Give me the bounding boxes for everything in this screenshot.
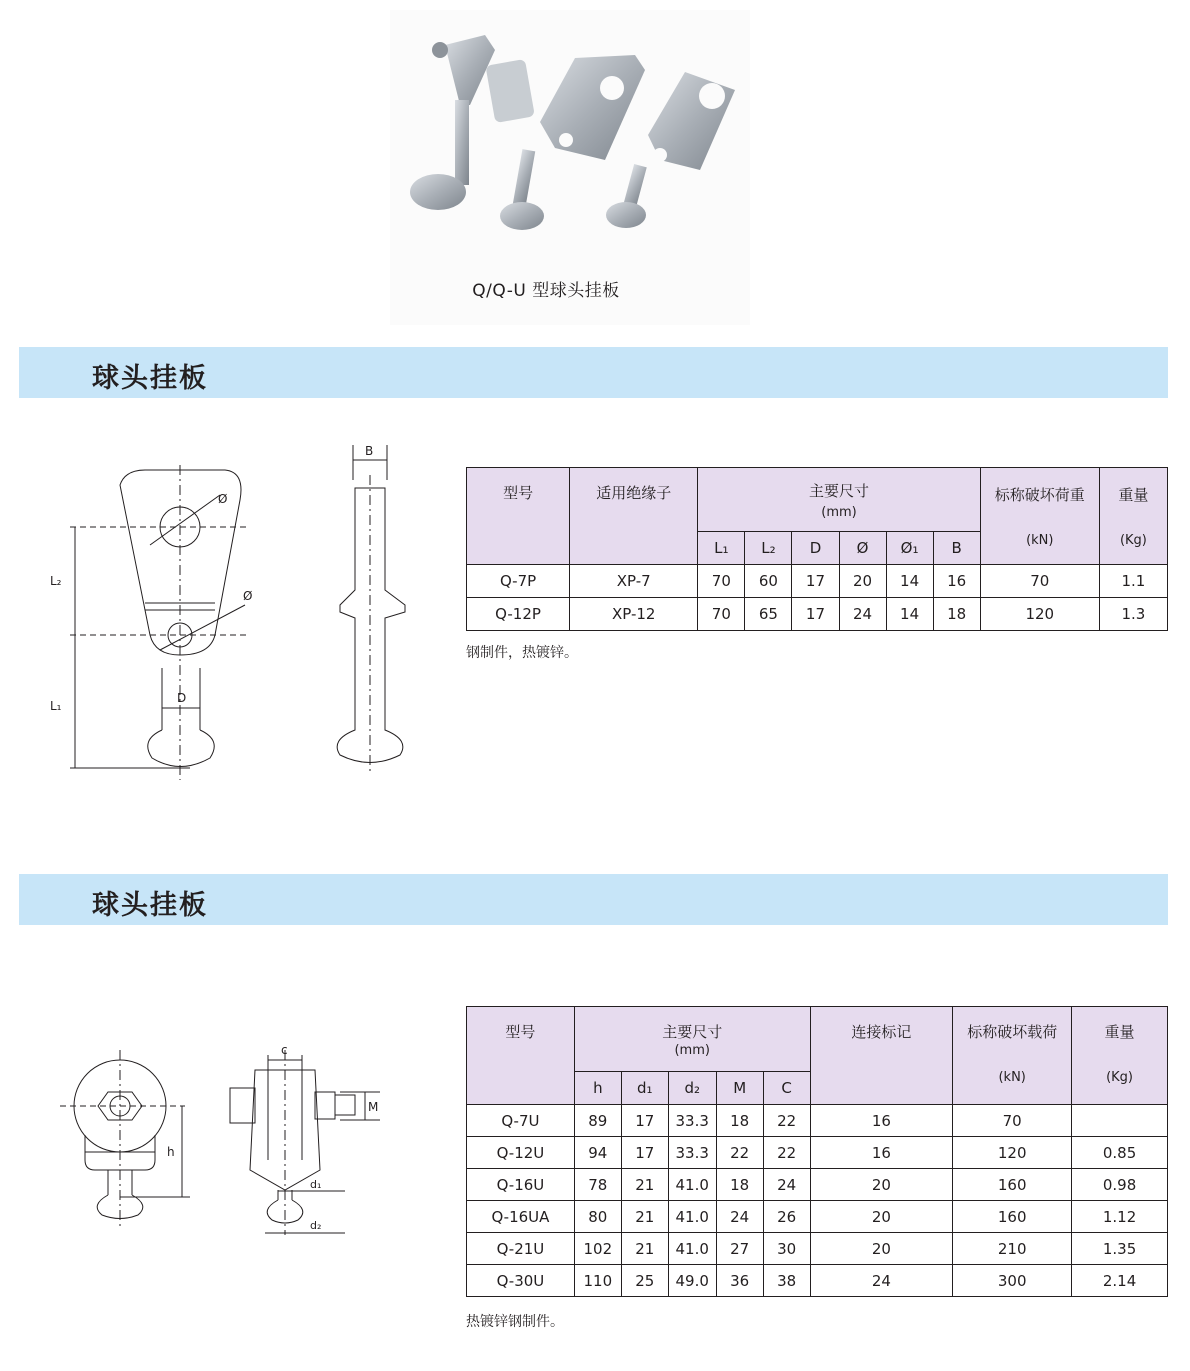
label-m: M (368, 1100, 379, 1114)
table-row (467, 1137, 1168, 1169)
table-row (467, 598, 1168, 631)
header-dimensions-unit: (mm) (821, 504, 857, 520)
cell-c: 38 (763, 1265, 810, 1297)
cell-l1: 70 (698, 565, 745, 598)
cell-model: Q-7U (467, 1105, 575, 1137)
header-diameter-1: Ø₁ (886, 532, 933, 565)
cell-b: 18 (933, 598, 980, 631)
header-load-label: 标称破坏载荷 (967, 1023, 1058, 1041)
cell-m: 18 (716, 1105, 763, 1137)
ball-eye-technical-drawing (40, 440, 420, 780)
header-load-label: 标称破坏荷重 (994, 486, 1085, 504)
header-d: D (792, 532, 839, 565)
label-h: h (167, 1145, 175, 1159)
ball-eye-u-technical-drawing (60, 1040, 400, 1240)
header-d1: d₁ (621, 1072, 668, 1105)
cell-h: 89 (574, 1105, 621, 1137)
cell-m: 18 (716, 1169, 763, 1201)
cell-model: Q-12U (467, 1137, 575, 1169)
cell-h: 110 (574, 1265, 621, 1297)
cell-load: 120 (980, 598, 1099, 631)
cell-d1: 17 (621, 1137, 668, 1169)
header-connect: 连接标记 (810, 1007, 953, 1105)
header-h: h (574, 1072, 621, 1105)
label-diameter-1: Ø (243, 589, 253, 603)
header-weight-label: 重量 (1104, 1023, 1135, 1041)
cell-diameter: 24 (839, 598, 886, 631)
label-c: c (281, 1043, 288, 1057)
cell-connect: 16 (810, 1137, 953, 1169)
cell-c: 24 (763, 1169, 810, 1201)
header-d2: d₂ (668, 1072, 716, 1105)
header-load-unit: (kN) (998, 1070, 1026, 1085)
cell-m: 22 (716, 1137, 763, 1169)
cell-weight: 1.12 (1072, 1201, 1168, 1233)
cell-weight: 0.85 (1072, 1137, 1168, 1169)
cell-connect: 24 (810, 1265, 953, 1297)
cell-d2: 41.0 (668, 1169, 716, 1201)
photo-caption: Q/Q-U 型球头挂板 (472, 281, 620, 301)
cell-weight: 2.14 (1072, 1265, 1168, 1297)
cell-d1: 17 (621, 1105, 668, 1137)
cell-model: Q-21U (467, 1233, 575, 1265)
header-l1: L₁ (698, 532, 745, 565)
cell-m: 27 (716, 1233, 763, 1265)
label-d: D (177, 691, 187, 705)
cell-b: 16 (933, 565, 980, 598)
cell-diameter: 20 (839, 565, 886, 598)
header-m: M (716, 1072, 763, 1105)
spec-table-2 (466, 1006, 1168, 1297)
cell-load: 300 (953, 1265, 1072, 1297)
cell-d1: 21 (621, 1201, 668, 1233)
cell-d2: 33.3 (668, 1137, 716, 1169)
product-photo (390, 10, 750, 325)
header-model: 型号 (467, 468, 570, 565)
cell-load: 70 (953, 1105, 1072, 1137)
cell-d: 17 (792, 598, 839, 631)
cell-c: 22 (763, 1105, 810, 1137)
header-b: B (933, 532, 980, 565)
header-dimensions (698, 468, 980, 532)
label-diameter: Ø (218, 492, 228, 506)
cell-load: 120 (953, 1137, 1072, 1169)
table-row (467, 1169, 1168, 1201)
cell-h: 80 (574, 1201, 621, 1233)
cell-model: Q-30U (467, 1265, 575, 1297)
header-weight-unit: (Kg) (1106, 1070, 1133, 1085)
table-row (467, 1105, 1168, 1137)
header-weight-unit: (Kg) (1119, 533, 1147, 548)
cell-h: 94 (574, 1137, 621, 1169)
cell-h: 78 (574, 1169, 621, 1201)
section-2-note: 热镀锌钢制件。 (466, 1314, 564, 1330)
cell-insulator: XP-12 (570, 598, 698, 631)
cell-c: 30 (763, 1233, 810, 1265)
cell-model: Q-16UA (467, 1201, 575, 1233)
cell-d2: 33.3 (668, 1105, 716, 1137)
cell-l1: 70 (698, 598, 745, 631)
header-dimensions-label: 主要尺寸 (808, 481, 869, 500)
header-load (953, 1007, 1072, 1105)
cell-load: 210 (953, 1233, 1072, 1265)
cell-connect: 20 (810, 1169, 953, 1201)
cell-insulator: XP-7 (570, 565, 698, 598)
cell-d2: 41.0 (668, 1201, 716, 1233)
cell-load: 160 (953, 1169, 1072, 1201)
header-load (980, 468, 1099, 565)
label-b: B (365, 444, 374, 458)
cell-weight: 0.98 (1072, 1169, 1168, 1201)
header-weight (1072, 1007, 1168, 1105)
cell-connect: 20 (810, 1201, 953, 1233)
header-dimensions-unit: (mm) (674, 1042, 710, 1058)
cell-load: 160 (953, 1201, 1072, 1233)
cell-diameter-1: 14 (886, 598, 933, 631)
cell-c: 26 (763, 1201, 810, 1233)
cell-load: 70 (980, 565, 1099, 598)
header-diameter: Ø (839, 532, 886, 565)
section-1-note: 钢制件，热镀锌。 (466, 645, 578, 661)
table-row (467, 1201, 1168, 1233)
cell-m: 36 (716, 1265, 763, 1297)
header-load-unit: (kN) (1026, 533, 1054, 548)
section-1-title: 球头挂板 (92, 363, 208, 394)
label-d2: d₂ (310, 1219, 322, 1232)
cell-d1: 21 (621, 1233, 668, 1265)
cell-weight (1072, 1105, 1168, 1137)
header-model: 型号 (467, 1007, 575, 1105)
cell-d2: 41.0 (668, 1233, 716, 1265)
cell-c: 22 (763, 1137, 810, 1169)
section-2-banner (19, 874, 1168, 925)
header-weight (1099, 468, 1167, 565)
cell-weight: 1.3 (1099, 598, 1167, 631)
cell-connect: 16 (810, 1105, 953, 1137)
clevis-ball-eye-icon (410, 35, 535, 210)
label-d1: d₁ (310, 1178, 322, 1191)
label-l1: L₁ (50, 699, 62, 713)
table-row (467, 565, 1168, 598)
section-1-banner (19, 347, 1168, 398)
cell-diameter-1: 14 (886, 565, 933, 598)
header-weight-label: 重量 (1118, 486, 1149, 504)
cell-l2: 60 (745, 565, 792, 598)
cell-d2: 49.0 (668, 1265, 716, 1297)
spec-table-1 (466, 467, 1168, 631)
header-dimensions (574, 1007, 810, 1072)
cell-model: Q-12P (467, 598, 570, 631)
table-row (467, 1265, 1168, 1297)
cell-weight: 1.35 (1072, 1233, 1168, 1265)
header-dimensions-label: 主要尺寸 (662, 1022, 723, 1041)
table-row (467, 1233, 1168, 1265)
cell-model: Q-16U (467, 1169, 575, 1201)
header-insulator: 适用绝缘子 (570, 468, 698, 565)
cell-connect: 20 (810, 1233, 953, 1265)
cell-m: 24 (716, 1201, 763, 1233)
header-c: C (763, 1072, 810, 1105)
cell-d: 17 (792, 565, 839, 598)
cell-d1: 25 (621, 1265, 668, 1297)
cell-l2: 65 (745, 598, 792, 631)
section-2-title: 球头挂板 (92, 890, 208, 921)
cell-model: Q-7P (467, 565, 570, 598)
cell-weight: 1.1 (1099, 565, 1167, 598)
label-l2: L₂ (50, 574, 62, 588)
cell-d1: 21 (621, 1169, 668, 1201)
header-l2: L₂ (745, 532, 792, 565)
cell-h: 102 (574, 1233, 621, 1265)
